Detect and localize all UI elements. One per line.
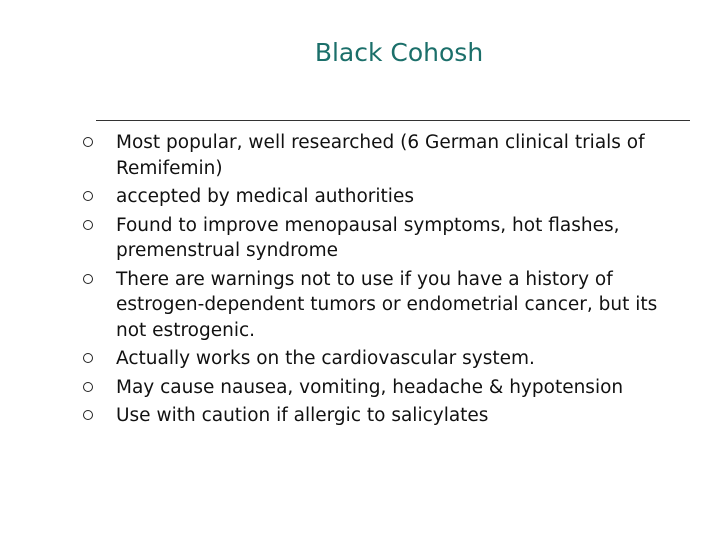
bullet-text: Most popular, well researched (6 German clinical trials of Remifemin) (116, 132, 645, 179)
hollow-circle-bullet-icon (83, 353, 93, 363)
title-divider (96, 120, 690, 121)
bullet-text: Actually works on the cardiovascular system. (116, 348, 535, 369)
bullet-item (0, 375, 728, 401)
bullet-text: There are warnings not to use if you have a history of estrogen-dependent tumors or endometrial cancer, but its not estrogenic. (116, 268, 658, 341)
bullet-list (0, 130, 728, 432)
bullet-item (0, 184, 728, 210)
bullet-item (0, 213, 728, 264)
bullet-text: Found to improve menopausal symptoms, hot flashes, premenstrual syndrome (116, 214, 620, 261)
bullet-item (0, 403, 728, 429)
hollow-circle-bullet-icon (83, 191, 93, 201)
bullet-item (0, 346, 728, 372)
bullet-item (0, 267, 728, 344)
hollow-circle-bullet-icon (83, 382, 93, 392)
slide-title: Black Cohosh (314, 38, 484, 67)
hollow-circle-bullet-icon (83, 410, 93, 420)
bullet-text: Use with caution if allergic to salicylates (116, 405, 489, 426)
bullet-item (0, 130, 728, 181)
hollow-circle-bullet-icon (83, 137, 93, 147)
bullet-text: May cause nausea, vomiting, headache & hypotension (116, 376, 624, 398)
hollow-circle-bullet-icon (83, 220, 93, 230)
hollow-circle-bullet-icon (83, 274, 93, 284)
bullet-text: accepted by medical authorities (116, 186, 414, 207)
